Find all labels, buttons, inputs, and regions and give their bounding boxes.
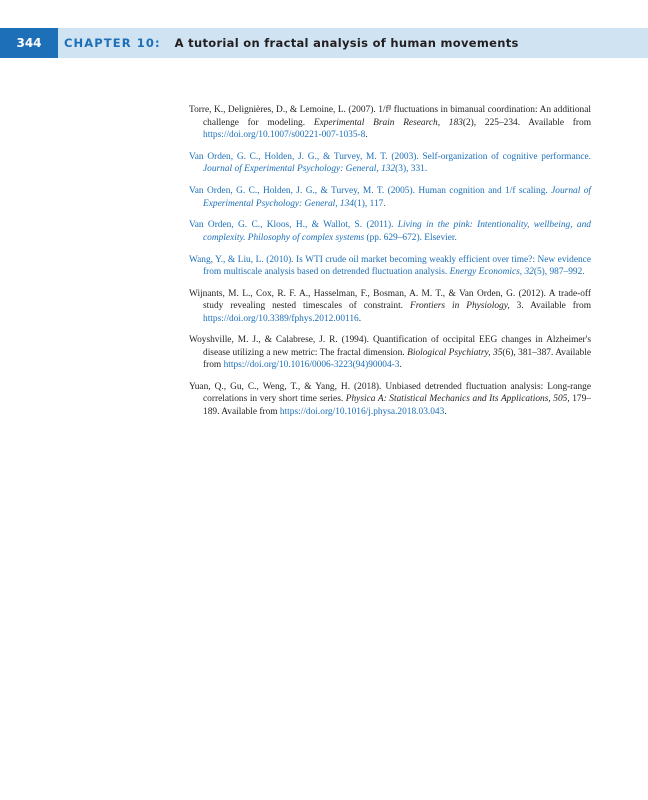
reference-authors: Torre, K., Delignières, D., & Lemoine, L. (2007). 1/fᵝ fluctuations in bimanual coordination: An additional challenge for modeling.	[189, 105, 591, 128]
reference-authors: Woyshville, M. J., & Calabrese, J. R. (1994). Quantification of occipital EEG changes in Alzheimer's disease utilizing a new metric: The fractal dimension.	[189, 335, 591, 358]
reference-item	[189, 104, 591, 141]
running-header	[0, 28, 648, 58]
chapter-heading	[64, 28, 519, 58]
reference-end: .	[365, 130, 368, 141]
reference-end: .	[399, 360, 402, 371]
reference-item[interactable]	[189, 151, 591, 176]
reference-details: (pp. 629–672). Elsevier.	[364, 232, 457, 243]
reference-doi-link[interactable]: https://doi.org/10.1007/s00221-007-1035-8	[203, 130, 366, 141]
reference-end: .	[358, 313, 362, 324]
reference-authors: Wijnants, M. L., Cox, R. F. A., Hasselman, F., Bosman, A. M. T., & Van Orden, G. (2012). A trade-off study revealing nested timescales of constraint.	[189, 288, 591, 312]
reference-source: Experimental Brain Research, 183	[313, 117, 463, 128]
reference-source: Physica A: Statistical Mechanics and Its Applications, 505	[345, 394, 568, 405]
reference-details: , 179–189. Available from	[203, 394, 591, 417]
reference-authors: Van Orden, G. C., Kloos, H., & Wallot, S. (2011).	[189, 220, 398, 231]
reference-list	[189, 95, 591, 423]
reference-item	[189, 334, 591, 371]
reference-source: Journal of Experimental Psychology: General, 134	[203, 186, 591, 209]
reference-authors: Van Orden, G. C., Holden, J. G., & Turvey, M. T. (2005). Human cognition and 1/f scaling.	[189, 186, 552, 197]
reference-details: (3), 331.	[395, 164, 428, 175]
reference-authors: Yuan, Q., Gu, C., Weng, T., & Yang, H. (2018). Unbiased detrended fluctuation analysis: Long-range correlations in very short time series.	[189, 382, 591, 405]
reference-item	[189, 288, 591, 325]
reference-item[interactable]	[189, 185, 591, 210]
reference-source: Frontiers in Physiology,	[409, 301, 510, 312]
reference-source: Energy Economics, 32	[449, 267, 534, 278]
reference-details: (6), 381–387. Available from	[203, 347, 591, 371]
reference-item[interactable]	[189, 219, 591, 244]
reference-authors: Van Orden, G. C., Holden, J. G., & Turvey, M. T. (2003). Self-organization of cognitive performance.	[189, 152, 591, 162]
chapter-title: A tutorial on fractal analysis of human movements	[174, 36, 519, 50]
reference-source: Biological Psychiatry, 35	[407, 347, 503, 358]
reference-doi-link[interactable]: https://doi.org/10.3389/fphys.2012.00116	[203, 313, 359, 324]
reference-item[interactable]	[189, 254, 591, 279]
reference-details: 3. Available from	[509, 301, 592, 312]
reference-end: .	[444, 406, 447, 417]
reference-doi-link[interactable]: https://doi.org/10.1016/0006-3223(94)90004-3	[223, 360, 400, 371]
reference-details: (1), 117.	[354, 198, 386, 209]
reference-item	[189, 381, 591, 418]
reference-source: Living in the pink: Intentionality, wellbeing, and complexity. Philosophy of complex systems	[203, 220, 591, 243]
page-number: 344	[0, 28, 58, 58]
chapter-label: CHAPTER 10:	[64, 36, 161, 50]
reference-source: Journal of Experimental Psychology: General, 132	[203, 164, 396, 175]
reference-doi-link[interactable]: https://doi.org/10.1016/j.physa.2018.03.043	[279, 406, 445, 417]
reference-authors: Wang, Y., & Liu, L. (2010). Is WTI crude oil market becoming weakly efficient over time?: New evidence from multiscale analysis based on detrended fluctuation analysis.	[189, 254, 591, 278]
reference-details: (5), 987–992.	[533, 267, 585, 278]
reference-details: (2), 225–234. Available from	[462, 117, 591, 128]
